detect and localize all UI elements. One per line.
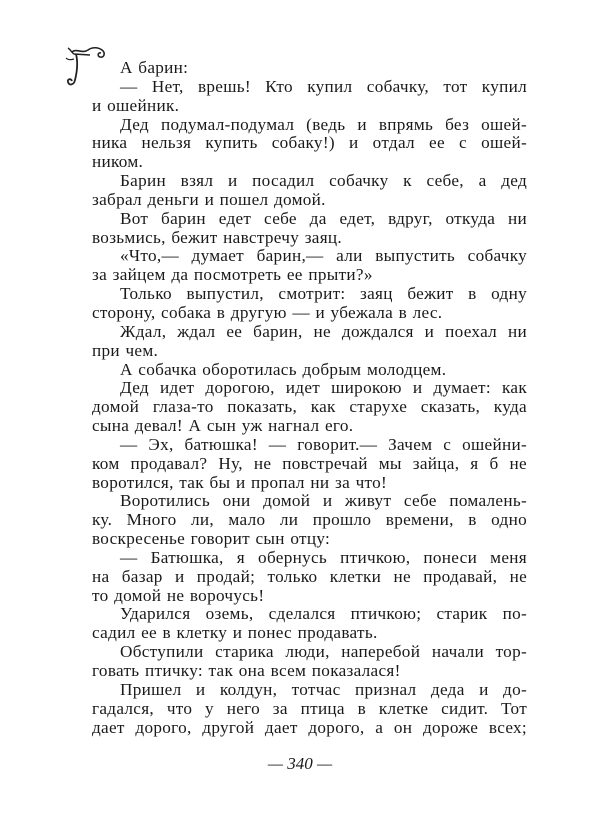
text-line: Только выпустил, смотрит: заяц бежит в одну — [120, 284, 527, 304]
text-line: — Нет, врешь! Кто купил собачку, тот купил — [120, 76, 527, 96]
text-line: ником. — [92, 152, 144, 172]
text-line: Обступили старика люди, наперебой начали тор- — [120, 642, 527, 662]
paragraph — [92, 643, 527, 681]
text-line: ком продавал? Ну, не повстречай мы зайца, я б не — [92, 453, 527, 473]
text-line: домой глаза-то показать, как старухе сказать, куда — [92, 397, 527, 417]
paragraph — [92, 116, 527, 173]
text-line: при чем. — [92, 340, 159, 360]
text-line: Ждал, ждал ее барин, не дождался и поехал ни — [120, 321, 527, 341]
text-line: возьмись, бежит навстречу заяц. — [92, 227, 343, 247]
text-line: говать птичку: так она всем показалася! — [92, 661, 401, 680]
text-line: ника нельзя купить собаку!) и отдал ее с ошей- — [92, 133, 527, 153]
text-line: воротился, так бы и пропал ни за что! — [92, 472, 388, 492]
text-line: А барин: — [120, 58, 189, 77]
paragraph — [92, 436, 527, 493]
paragraph — [92, 247, 527, 285]
paragraph — [92, 605, 527, 643]
paragraph — [92, 323, 527, 361]
text-line: Дед идет дорогою, идет широкою и думает: как — [120, 378, 527, 398]
paragraph — [92, 210, 527, 248]
paragraph — [92, 172, 527, 210]
text-line: то домой не ворочусь! — [92, 585, 265, 605]
text-line: и ошейник. — [92, 95, 180, 115]
text-line: гадался, что у него за птица в клетке сидит. Тот — [92, 698, 527, 718]
text-line: садил ее в клетку и понес продавать. — [92, 623, 378, 643]
text-line: А собачка оборотилась добрым молодцем. — [120, 359, 447, 379]
paragraph — [92, 492, 527, 549]
text-line: — Батюшка, я обернусь птичкою, понеси меня — [120, 547, 527, 567]
text-line: забрал деньги и пошел домой. — [92, 189, 326, 209]
text-line: Пришел и колдун, тотчас признал деда и до- — [120, 679, 527, 699]
text-line: воскресенье говорит сын отцу: — [92, 529, 331, 549]
paragraph — [92, 549, 527, 606]
text-line: Барин взял и посадил собачку к себе, а дед — [120, 171, 527, 191]
text-line: Воротились они домой и живут себе помалень- — [120, 491, 527, 511]
text-line: Дед подумал-подумал (ведь и впрямь без ошей- — [120, 114, 527, 134]
paragraph — [92, 361, 527, 380]
paragraph — [92, 285, 527, 323]
text-line: Ударился оземь, сделался птичкою; старик по- — [120, 604, 527, 624]
text-line: — Эх, батюшка! — говорит.— Зачем с ошейни- — [120, 434, 527, 454]
text-line: «Что,— думает барин,— али выпустить собачку — [120, 246, 527, 266]
body-text — [92, 59, 527, 737]
paragraph — [92, 78, 527, 116]
text-line: Вот барин едет себе да едет, вдруг, откуда ни — [120, 208, 527, 228]
paragraph — [92, 681, 527, 738]
text-line: на базар и продай; только клетки не продавай, не — [92, 566, 527, 586]
text-line: сына девал! А сын уж нагнал его. — [92, 416, 354, 436]
paragraph — [92, 379, 527, 436]
paragraph — [92, 59, 527, 78]
text-line: дает дорого, другой дает дорого, а он дороже всех; — [92, 717, 527, 737]
text-line: сторону, собака в другую — и убежала в лес. — [92, 302, 443, 322]
text-line: ку. Много ли, мало ли прошло времени, в одно — [92, 510, 527, 530]
page-number: — 340 — — [267, 754, 333, 773]
text-line: за зайцем да посмотреть ее прыти?» — [92, 265, 373, 285]
